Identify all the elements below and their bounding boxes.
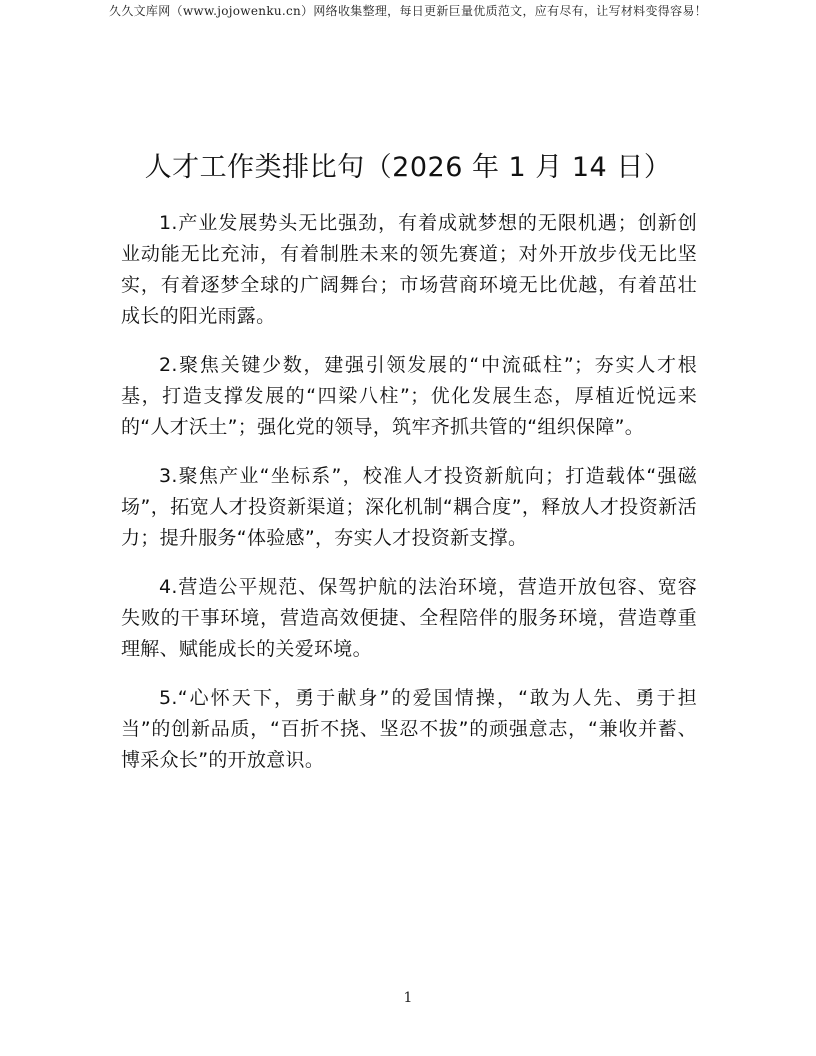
paragraph-5: 5.“心怀天下，勇于献身”的爱国情操，“敢为人先、勇于担当”的创新品质，“百折不挠、坚忍不拔”的顽强意志，“兼收并蓄、博采众长”的开放意识。 — [121, 687, 697, 771]
document-title: 人才工作类排比句（2026 年 1 月 14 日） — [144, 152, 672, 183]
paragraph-2: 2.聚焦关键少数，建强引领发展的“中流砥柱”；夯实人才根基，打造支撑发展的“四梁八柱”；优化发展生态，厚植近悦远来的“人才沃土”；强化党的领导，筑牢齐抓共管的“组织保障”。 — [121, 354, 697, 438]
document-body — [121, 208, 697, 794]
paragraph-4: 4.营造公平规范、保驾护航的法治环境，营造开放包容、宽容失败的干事环境，营造高效便捷、全程陪伴的服务环境，营造尊重理解、赋能成长的关爱环境。 — [121, 576, 697, 660]
paragraph-1: 1.产业发展势头无比强劲，有着成就梦想的无限机遇；创新创业动能无比充沛，有着制胜未来的领先赛道；对外开放步伐无比坚实，有着逐梦全球的广阔舞台；市场营商环境无比优越，有着茁壮成长的阳光雨露。 — [121, 212, 697, 327]
paragraph-3: 3.聚焦产业“坐标系”，校准人才投资新航向；打造载体“强磁场”，拓宽人才投资新渠道；深化机制“耦合度”，释放人才投资新活力；提升服务“体验感”，夯实人才投资新支撑。 — [121, 465, 697, 549]
page-number: 1 — [403, 990, 413, 1006]
header-banner: 久久文库网（www.jojowenku.cn）网络收集整理，每日更新巨量优质范文，应有尽有，让写材料变得容易！ — [109, 4, 707, 18]
